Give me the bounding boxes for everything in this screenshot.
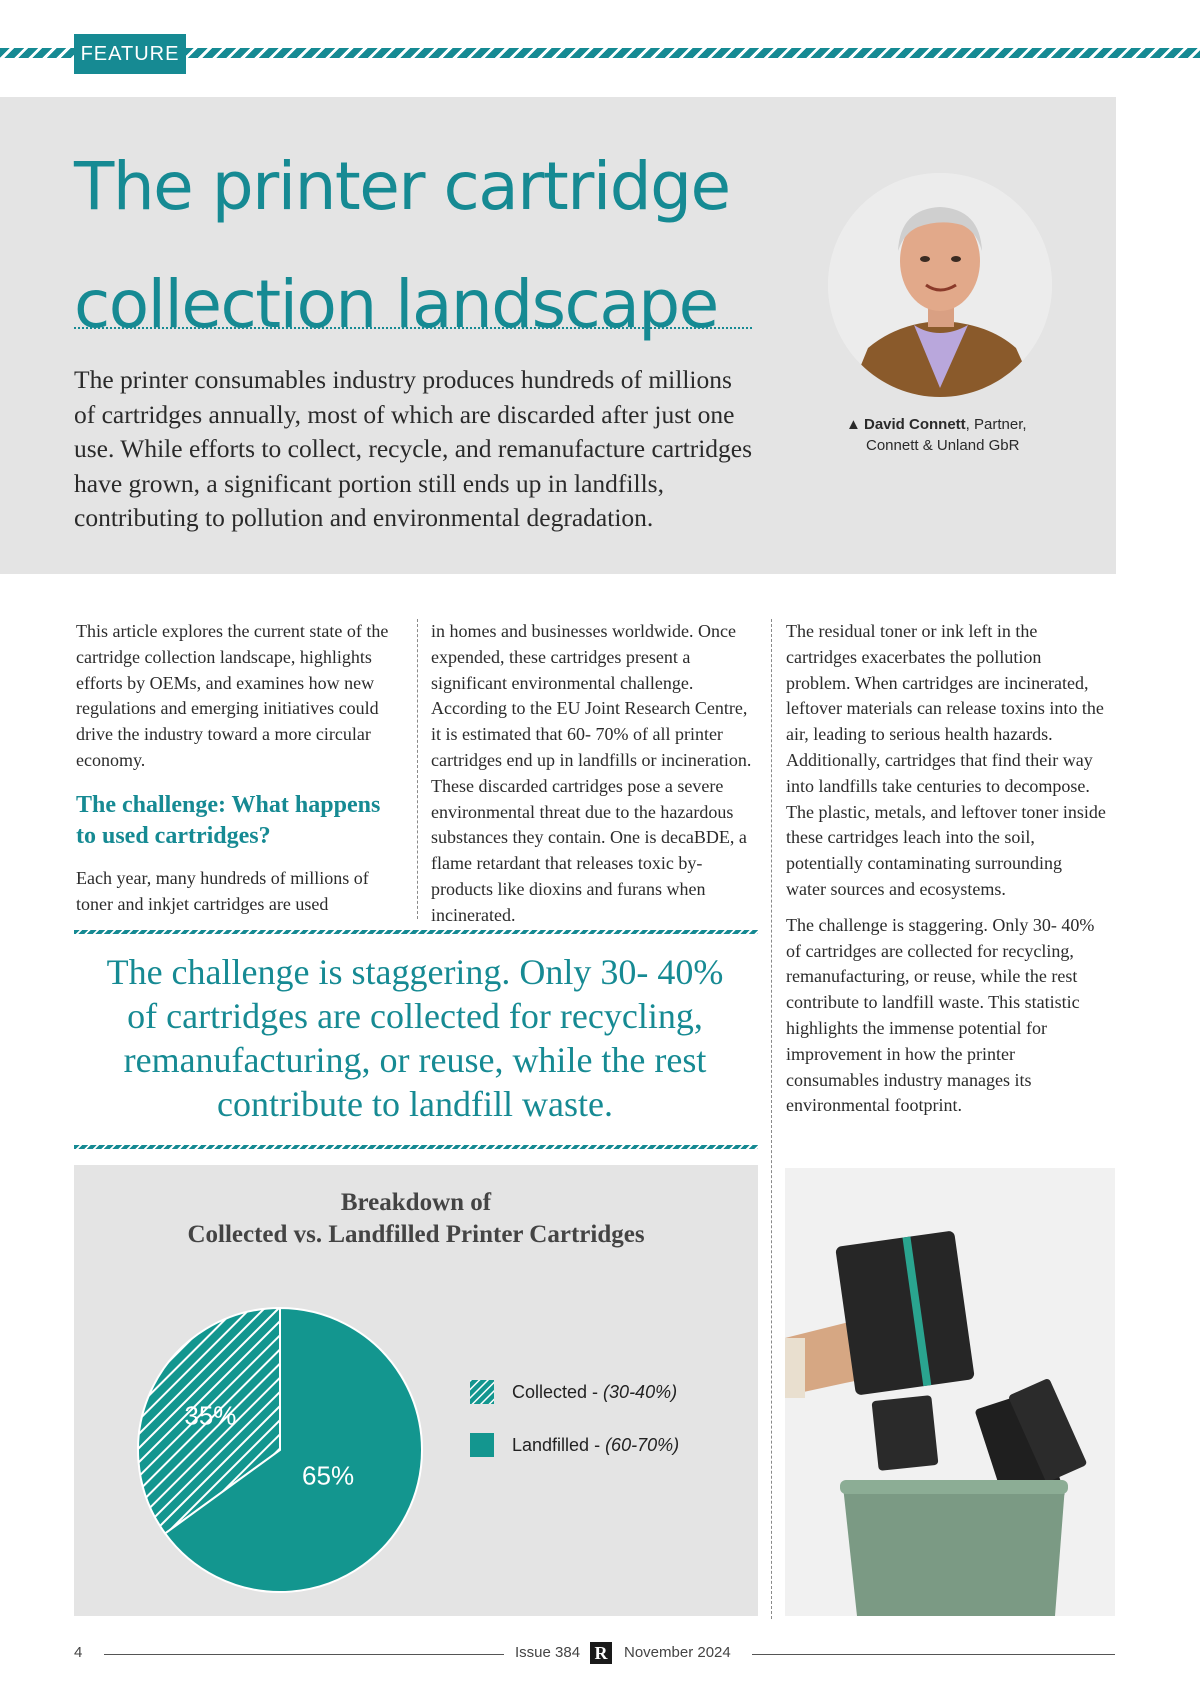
author-portrait (828, 173, 1052, 397)
column-3-paragraph-2: The challenge is staggering. Only 30- 40% of cartridges are collected for recycling, remanufacturing, or reuse, while the rest contribute to landfill waste. This statistic highlights the immense potential for improvement in how the printer consumables industry manages its environmental footprint. (786, 914, 1095, 1116)
cartridge-bin-icon (785, 1168, 1115, 1616)
footer-rule-right (752, 1654, 1115, 1655)
column-1-paragraph-2: Each year, many hundreds of millions of toner and inkjet cartridges are used (76, 867, 369, 914)
author-name: David Connett (864, 416, 966, 433)
title-line-1: The printer cartridge (74, 148, 730, 225)
pull-quote-rule-bottom (74, 1145, 758, 1149)
column-1-paragraph-1: This article explores the current state of the cartridge collection landscape, highlights efforts by OEMs, and examines how new regulations and emerging initiatives could drive the industry toward a more circular economy. (76, 621, 389, 770)
triangle-up-icon: ▲ (846, 416, 861, 433)
publication-logo: R (590, 1642, 612, 1664)
issue-number: Issue 384 (515, 1644, 581, 1661)
author-photo-icon (828, 173, 1052, 397)
legend-label-collected: Collected (512, 1382, 588, 1402)
chart-title (0, 1187, 832, 1251)
legend-swatch-hatched (470, 1380, 494, 1404)
pie-label-landfilled: 65% (302, 1460, 355, 1491)
title-line-2: collection landscape (74, 266, 718, 343)
page-number: 4 (74, 1644, 83, 1661)
column-3-paragraph-1: The residual toner or ink left in the cartridges exacerbates the pollution problem. When cartridges are incinerated, leftover materials can release toxins into the air, leading to serious health hazards. Additionally, cartridges that find their way into landfills take centuries to decompose. The plastic, metals, and leftover toner inside these cartridges leach into the soil, potentially contaminating surrounding water sources and ecosystems. (786, 621, 1106, 899)
author-caption (846, 414, 1076, 456)
chart-title-line-1: Breakdown of (340, 1189, 492, 1216)
pull-quote-rule-top (74, 930, 758, 934)
column-1 (76, 619, 406, 917)
column-2-paragraph-1: in homes and businesses worldwide. Once expended, these cartridges present a significant environmental challenge. According to the EU Joint Research Centre, it is estimated that 60- 70% of all printer cartridges end up in landfills or incineration. These discarded cartridges pose a severe environmental threat due to the hazardous substances they contain. One is decaBDE, a flame retardant that releases toxic by-products like dioxins and furans when incinerated. (431, 621, 752, 925)
article-intro: The printer consumables industry produces hundreds of millions of cartridges annually, most of which are discarded after just one use. While efforts to collect, recycle, and remanufacture cartridges have grown, a significant portion still ends up in landfills, contributing to pollution and environmental degradation. (74, 365, 753, 532)
author-company: Connett & Unland GbR (866, 437, 1020, 454)
pie-chart (130, 1300, 430, 1600)
cartridge-photo (785, 1168, 1115, 1616)
section-tag: FEATURE (74, 34, 186, 74)
pie-label-collected: 35% (184, 1400, 237, 1431)
title-divider (74, 327, 752, 329)
legend-label-landfilled: Landfilled (512, 1435, 590, 1455)
pull-quote: The challenge is staggering. Only 30- 40% of cartridges are collected for recycling, remanufacturing, or reuse, while the rest contribute to landfill waste. (106, 952, 724, 1124)
legend-swatch-solid (470, 1433, 494, 1457)
column-3 (786, 619, 1106, 1119)
issue-date: November 2024 (624, 1644, 731, 1661)
footer-rule-left (104, 1654, 504, 1655)
section-subhead: The challenge: What happens to used cartridges? (76, 791, 381, 849)
column-divider-2 (771, 619, 772, 1619)
author-role: , Partner, (965, 416, 1027, 433)
column-divider-1 (417, 619, 418, 919)
legend-range-landfilled: (60-70%) (605, 1435, 680, 1455)
column-2 (431, 619, 761, 929)
legend-range-collected: (30-40%) (603, 1382, 678, 1402)
chart-title-line-2: Collected vs. Landfilled Printer Cartridges (187, 1221, 645, 1248)
